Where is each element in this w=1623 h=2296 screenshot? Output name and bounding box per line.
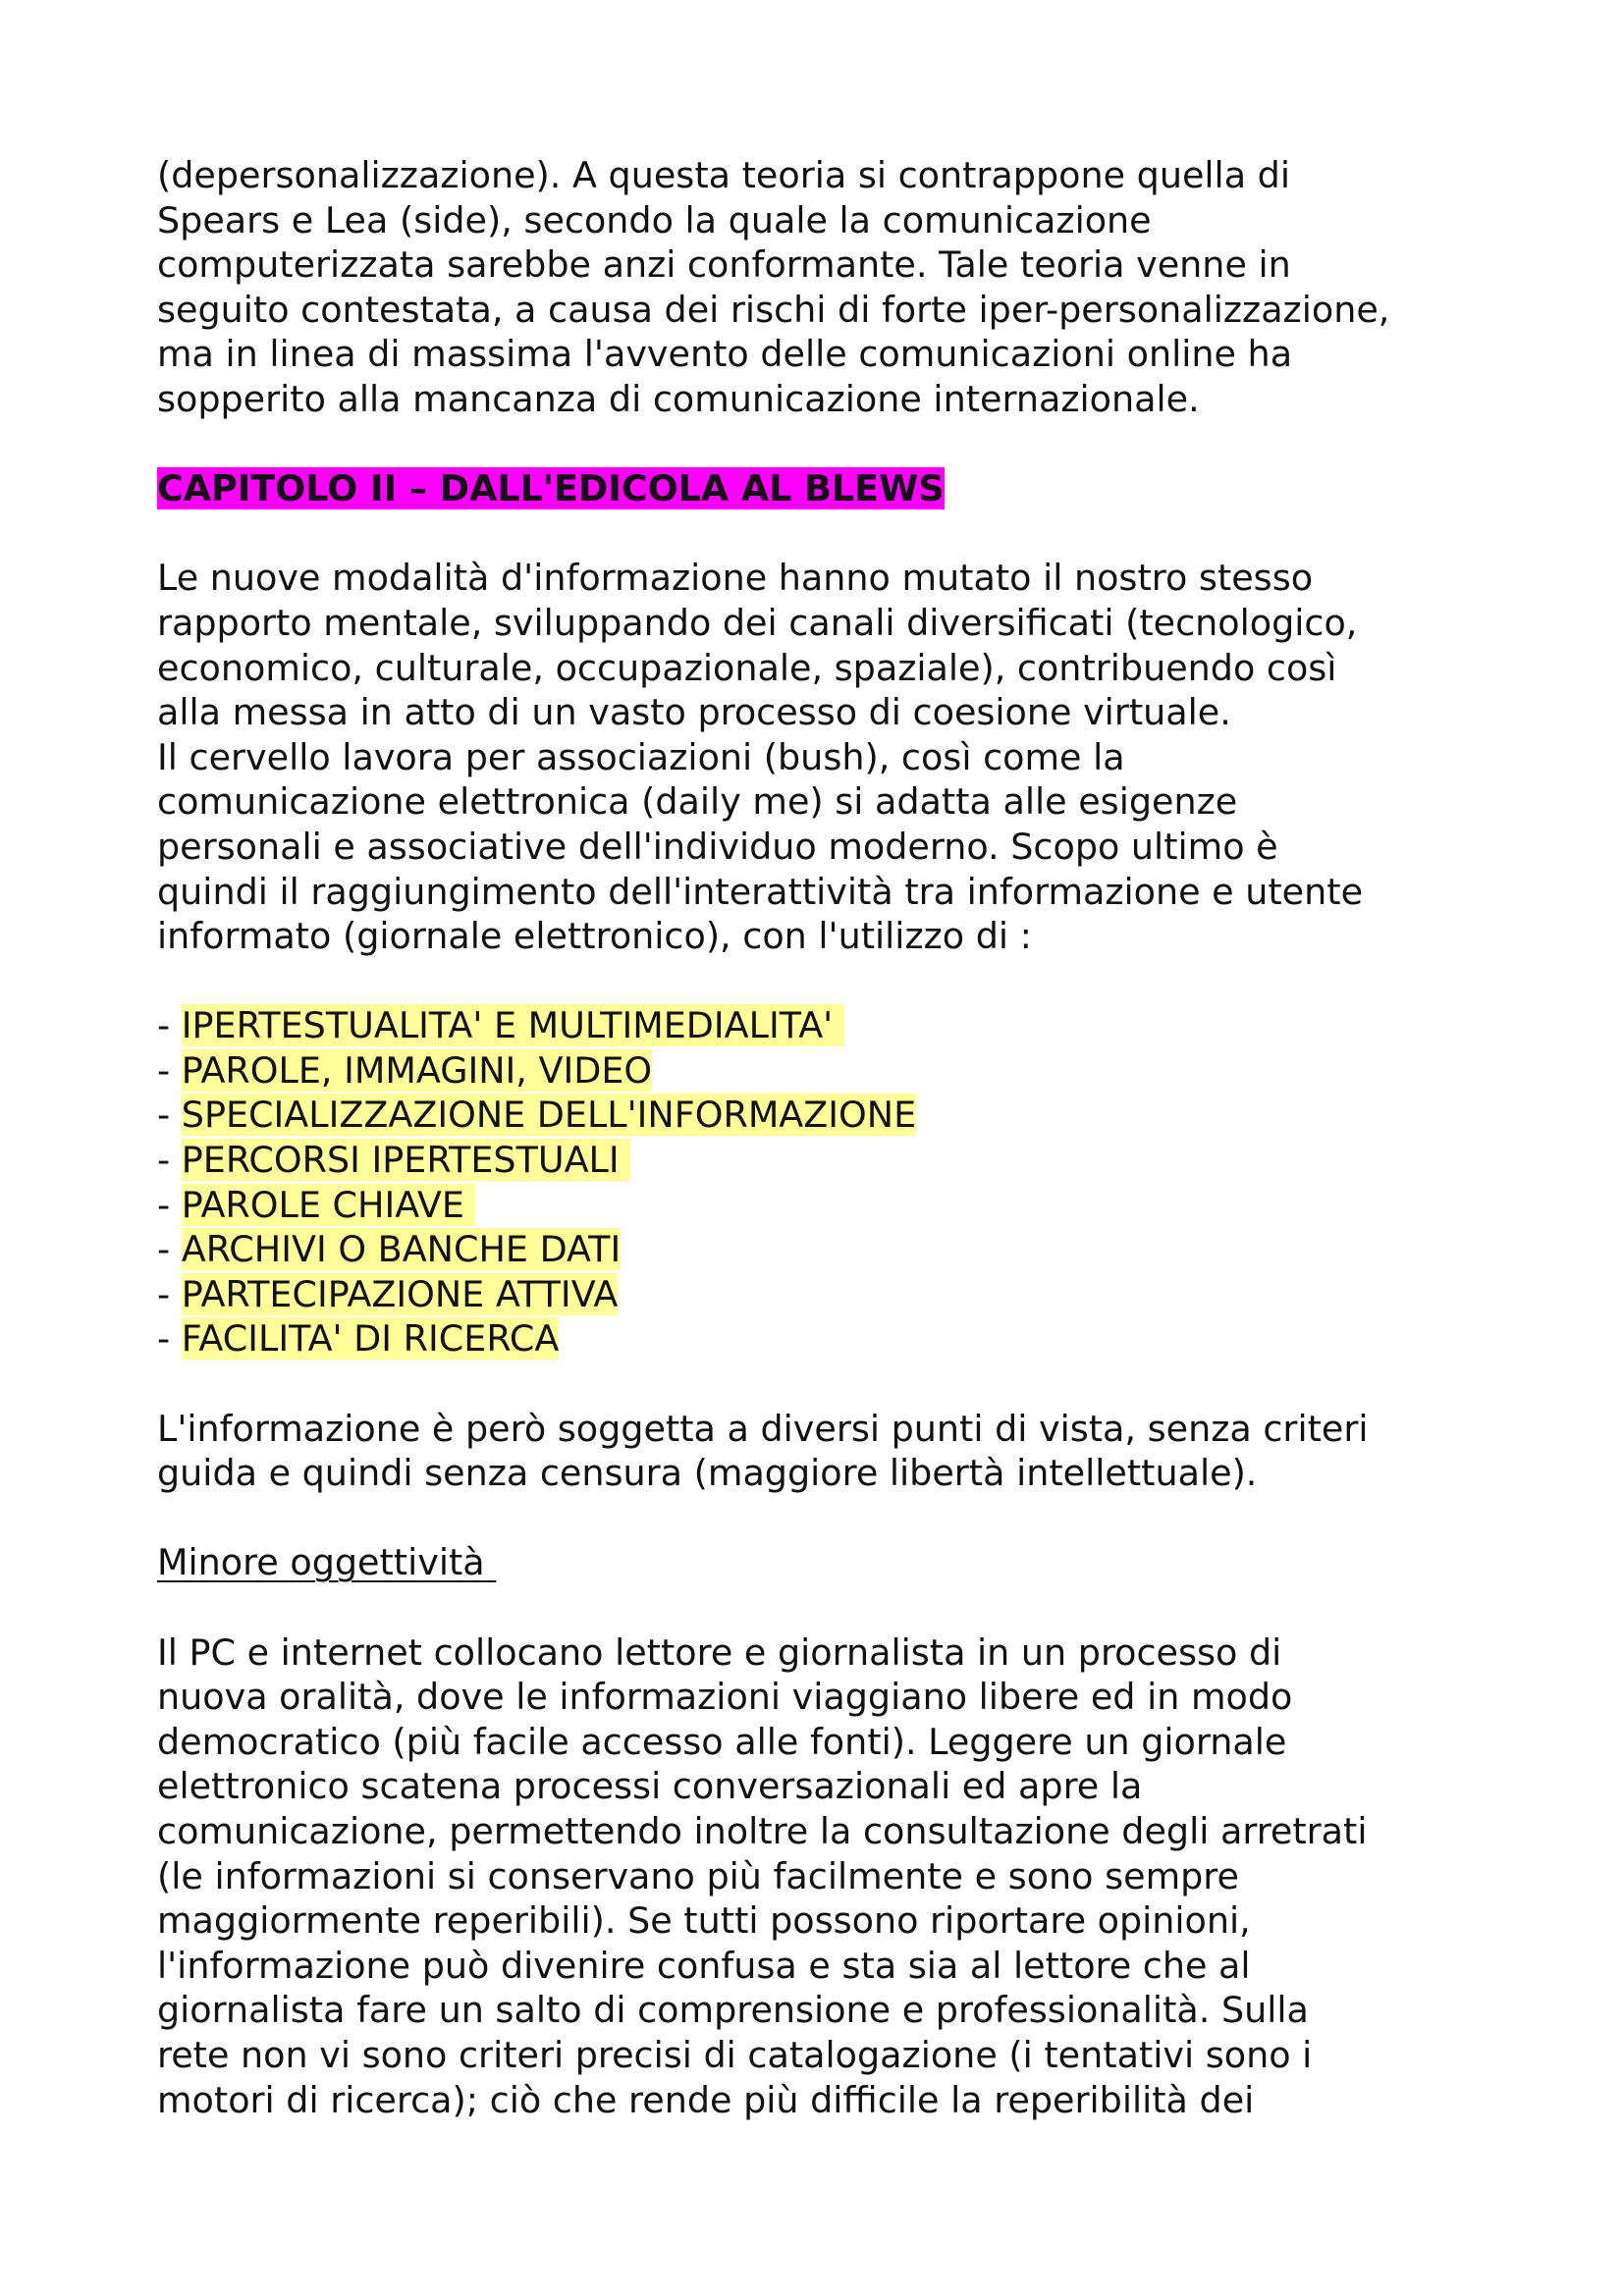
subheading: Minore oggettività [157, 1541, 497, 1584]
feature-list [157, 1003, 1532, 1362]
text-line: informato (giornale elettronico), con l'utilizzo di : [157, 915, 1032, 958]
text-line: Spears e Lea (side), secondo la quale la comunicazione [157, 198, 1152, 241]
spacer [157, 959, 1532, 1004]
text-line: l'informazione può divenire confusa e sta sia al lettore che al [157, 1944, 1251, 1987]
text-line: democratico (più facile accesso alle fonti). Leggere un giornale [157, 1720, 1287, 1763]
list-bullet: - [157, 1139, 182, 1182]
paragraph-pc-internet [157, 1630, 1532, 2123]
text-line: Le nuove modalità d'informazione hanno mutato il nostro stesso [157, 557, 1314, 600]
subheading-row [157, 1540, 1532, 1585]
list-bullet: - [157, 1272, 182, 1315]
list-item-text: IPERTESTUALITA' E MULTIMEDIALITA' [181, 1004, 844, 1047]
text-line: seguito contestata, a causa dei rischi di forte iper-personalizzazione, [157, 288, 1390, 331]
text-line: elettronico scatena processi conversazionali ed apre la [157, 1765, 1143, 1808]
list-bullet: - [157, 1183, 182, 1226]
spacer [157, 1362, 1532, 1407]
text-line: economico, culturale, occupazionale, spaziale), contribuendo così [157, 646, 1337, 689]
text-line: rapporto mentale, sviluppando dei canali diversificati (tecnologico, [157, 601, 1358, 644]
text-line: maggiormente reperibili). Se tutti possono riportare opinioni, [157, 1899, 1251, 1943]
chapter-heading: CAPITOLO II – DALL'EDICOLA AL BLEWS [157, 467, 945, 510]
chapter-heading-row [157, 466, 1532, 511]
text-line: computerizzata sarebbe anzi conformante. Tale teoria venne in [157, 243, 1291, 287]
list-item-text: PERCORSI IPERTESTUALI [181, 1139, 631, 1182]
spacer [157, 422, 1532, 467]
list-item [157, 1183, 1532, 1228]
text-line: Il cervello lavora per associazioni (bush), così come la [157, 735, 1125, 778]
list-bullet: - [157, 1094, 182, 1137]
list-item [157, 1093, 1532, 1138]
text-line: (le informazioni si conservano più facilmente e sono sempre [157, 1854, 1239, 1897]
list-item-text: PAROLE CHIAVE [181, 1183, 476, 1226]
text-line: motori di ricerca); ciò che rende più difficile la reperibilità dei [157, 2078, 1255, 2121]
text-line: Il PC e internet collocano lettore e giornalista in un processo di [157, 1630, 1282, 1674]
paragraph-new-modalities [157, 556, 1532, 958]
list-item-text: SPECIALIZZAZIONE DELL'INFORMAZIONE [181, 1094, 917, 1137]
text-line: sopperito alla mancanza di comunicazione internazionale. [157, 377, 1200, 420]
text-line: nuova oralità, dove le informazioni viaggiano libere ed in modo [157, 1676, 1293, 1719]
list-bullet: - [157, 1004, 182, 1047]
document-page [157, 153, 1532, 2122]
text-line: guida e quindi senza censura (maggiore libertà intellettuale). [157, 1452, 1258, 1495]
list-item-text: PAROLE, IMMAGINI, VIDEO [181, 1048, 653, 1092]
list-bullet: - [157, 1048, 182, 1092]
list-item-text: FACILITA' DI RICERCA [181, 1317, 560, 1361]
list-item-text: ARCHIVI O BANCHE DATI [181, 1228, 622, 1271]
list-item [157, 1316, 1532, 1362]
list-item-text: PARTECIPAZIONE ATTIVA [181, 1272, 619, 1315]
list-bullet: - [157, 1317, 182, 1361]
text-line: ma in linea di massima l'avvento delle comunicazioni online ha [157, 333, 1293, 376]
text-line: (depersonalizzazione). A questa teoria si contrappone quella di [157, 154, 1290, 196]
text-line: personali e associative dell'individuo moderno. Scopo ultimo è [157, 825, 1278, 868]
list-bullet: - [157, 1228, 182, 1271]
text-line: quindi il raggiungimento dell'interattività tra informazione e utente [157, 870, 1364, 913]
spacer [157, 1496, 1532, 1541]
intro-paragraph [157, 153, 1532, 422]
paragraph-information-views [157, 1407, 1532, 1496]
list-item [157, 1048, 1532, 1094]
spacer [157, 511, 1532, 557]
text-line: comunicazione, permettendo inoltre la consultazione degli arretrati [157, 1809, 1368, 1852]
list-item [157, 1227, 1532, 1272]
spacer [157, 1585, 1532, 1630]
text-line: rete non vi sono criteri precisi di catalogazione (i tentativi sono i [157, 2033, 1313, 2076]
text-line: L'informazione è però soggetta a diversi punti di vista, senza criteri [157, 1407, 1369, 1450]
text-line: giornalista fare un salto di comprensione e professionalità. Sulla [157, 1989, 1309, 2032]
list-item [157, 1272, 1532, 1317]
text-line: comunicazione elettronica (daily me) si adatta alle esigenze [157, 780, 1238, 824]
text-line: alla messa in atto di un vasto processo di coesione virtuale. [157, 691, 1231, 734]
list-item [157, 1003, 1532, 1048]
list-item [157, 1138, 1532, 1183]
